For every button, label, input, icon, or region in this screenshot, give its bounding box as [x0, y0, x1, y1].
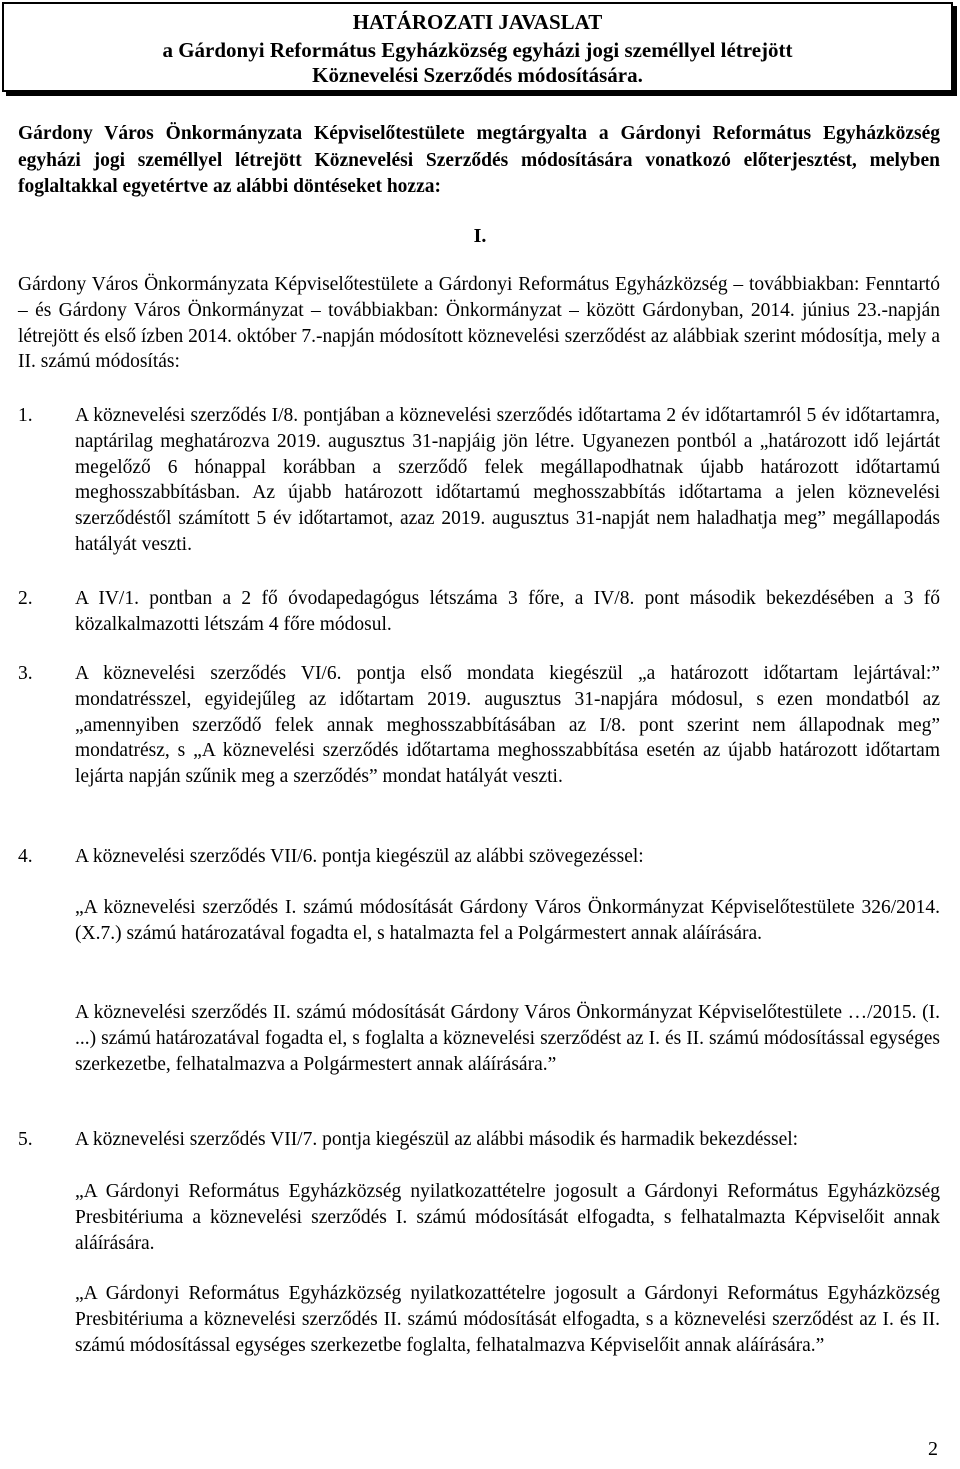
body-paragraph: Gárdony Város Önkormányzata Képviselőtestülete a Gárdonyi Református Egyházközség – továbbiakban: Fenntartó – és Gárdony Város Önkormányzat – továbbiakban: Önkormányzat – között Gárdonyban, 2014. június 23.-napján létrejött és első ízben 2014. október 7.-napján módosított köznevelési szerződést az alábbiak szerint módosítja, mely a II. számú módosítás:	[18, 274, 940, 373]
list-item-text: A köznevelési szerződés VII/7. pontja kiegészül az alábbi második és harmadik bekezdéssel:	[75, 1129, 799, 1150]
intro-paragraph: Gárdony Város Önkormányzata Képviselőtestülete megtárgyalta a Gárdonyi Református Egyházközség egyházi jogi személlyel létrejött Köznevelési Szerződés módosítására vonatkozó előterjesztést, melyben foglaltakkal egyetértve az alábbi döntéseket hozza:	[18, 123, 940, 197]
list-item-2	[18, 586, 940, 638]
list-item-3	[18, 661, 940, 790]
quote-paragraph: „A Gárdonyi Református Egyházközség nyilatkozattételre jogosult a Gárdonyi Református Egyházközség Presbitériuma a köznevelési szerződés II. számú módosítását elfogadta, s a köznevelési szerződést az I. és II. számú módosítással egységes szerkezetbe foglalta, felhatalmazva Képviselőit annak aláírására.”	[75, 1283, 940, 1356]
page-number: 2	[928, 1438, 938, 1460]
list-item-5	[18, 1127, 940, 1153]
section-number: I.	[473, 225, 487, 247]
title-subject-line-1: a Gárdonyi Református Egyházközség egyházi jogi személlyel létrejött	[162, 38, 793, 62]
list-item-text: A köznevelési szerződés I/8. pontjában a köznevelési szerződés időtartama 2 év időtartamról 5 év időtartamra, naptárilag meghatározva 2019. augusztus 31-napjáig jön létre. Ugyanezen pontból a „határozott idő lejártát megelőző 6 hónappal korábban a szerződő felek megállapodhatnak újabb határozott időtartamú meghosszabbításban. Az újabb határozott időtartamú meghosszabbítás időtartama a jelen köznevelési szerződéstől számított 5 év időtartamot, azaz 2019. augusztus 31-napját nem haladhatja meg” megállapodás hatályát veszti.	[75, 405, 940, 555]
list-item-number: 4.	[18, 846, 33, 867]
title-subject-line-2: Köznevelési Szerződés módosítására.	[312, 63, 643, 87]
quote-paragraph: „A köznevelési szerződés I. számú módosítását Gárdony Város Önkormányzat Képviselőtestülete 326/2014. (X.7.) számú határozatával fogadta el, s hatalmazta fel a Polgármestert annak aláírására.	[75, 897, 940, 944]
title-box	[2, 2, 953, 92]
list-item-number: 2.	[18, 588, 33, 609]
list-item-text: A köznevelési szerződés VII/6. pontja kiegészül az alábbi szövegezéssel:	[75, 846, 644, 867]
list-item-1	[18, 403, 940, 558]
quote-paragraph: „A Gárdonyi Református Egyházközség nyilatkozattételre jogosult a Gárdonyi Református Egyházközség Presbitériuma a köznevelési szerződés I. számú módosítását elfogadta, s felhatalmazta Képviselőit annak aláírására.	[75, 1181, 940, 1254]
list-item-number: 3.	[18, 663, 33, 684]
quote-paragraph: A köznevelési szerződés II. számú módosítását Gárdony Város Önkormányzat Képviselőtestülete …/2015. (I. ...) számú határozatával fogadta el, s foglalta a köznevelési szerződést az I. és II. számú módosítással egységes szerkezetbe, felhatalmazva a Polgármestert annak aláírására.”	[75, 1002, 940, 1075]
title-heading: HATÁROZATI JAVASLAT	[352, 10, 603, 34]
list-item-number: 5.	[18, 1129, 33, 1150]
list-item-4	[18, 844, 940, 870]
list-item-text: A köznevelési szerződés VI/6. pontja első mondata kiegészül „a határozott időtartam lejártával:” mondatrésszel, egyidejűleg az időtartam 2019. augusztus 31-napjára módosul, s ezen mondatból az „amennyiben szerződő felek annak meghosszabbításában az I/8. pont szerint nem állapodnak meg” mondatrész, s „A köznevelési szerződés időtartama meghosszabbítása esetén az újabb határozott időtartam lejárta napján szűnik meg a szerződés” mondat hatályát veszti.	[75, 663, 940, 788]
list-item-text: A IV/1. pontban a 2 fő óvodapedagógus létszáma 3 főre, a IV/8. pont második bekezdésében a 3 fő közalkalmazotti létszám 4 főre módosul.	[75, 588, 940, 635]
list-item-number: 1.	[18, 405, 33, 426]
